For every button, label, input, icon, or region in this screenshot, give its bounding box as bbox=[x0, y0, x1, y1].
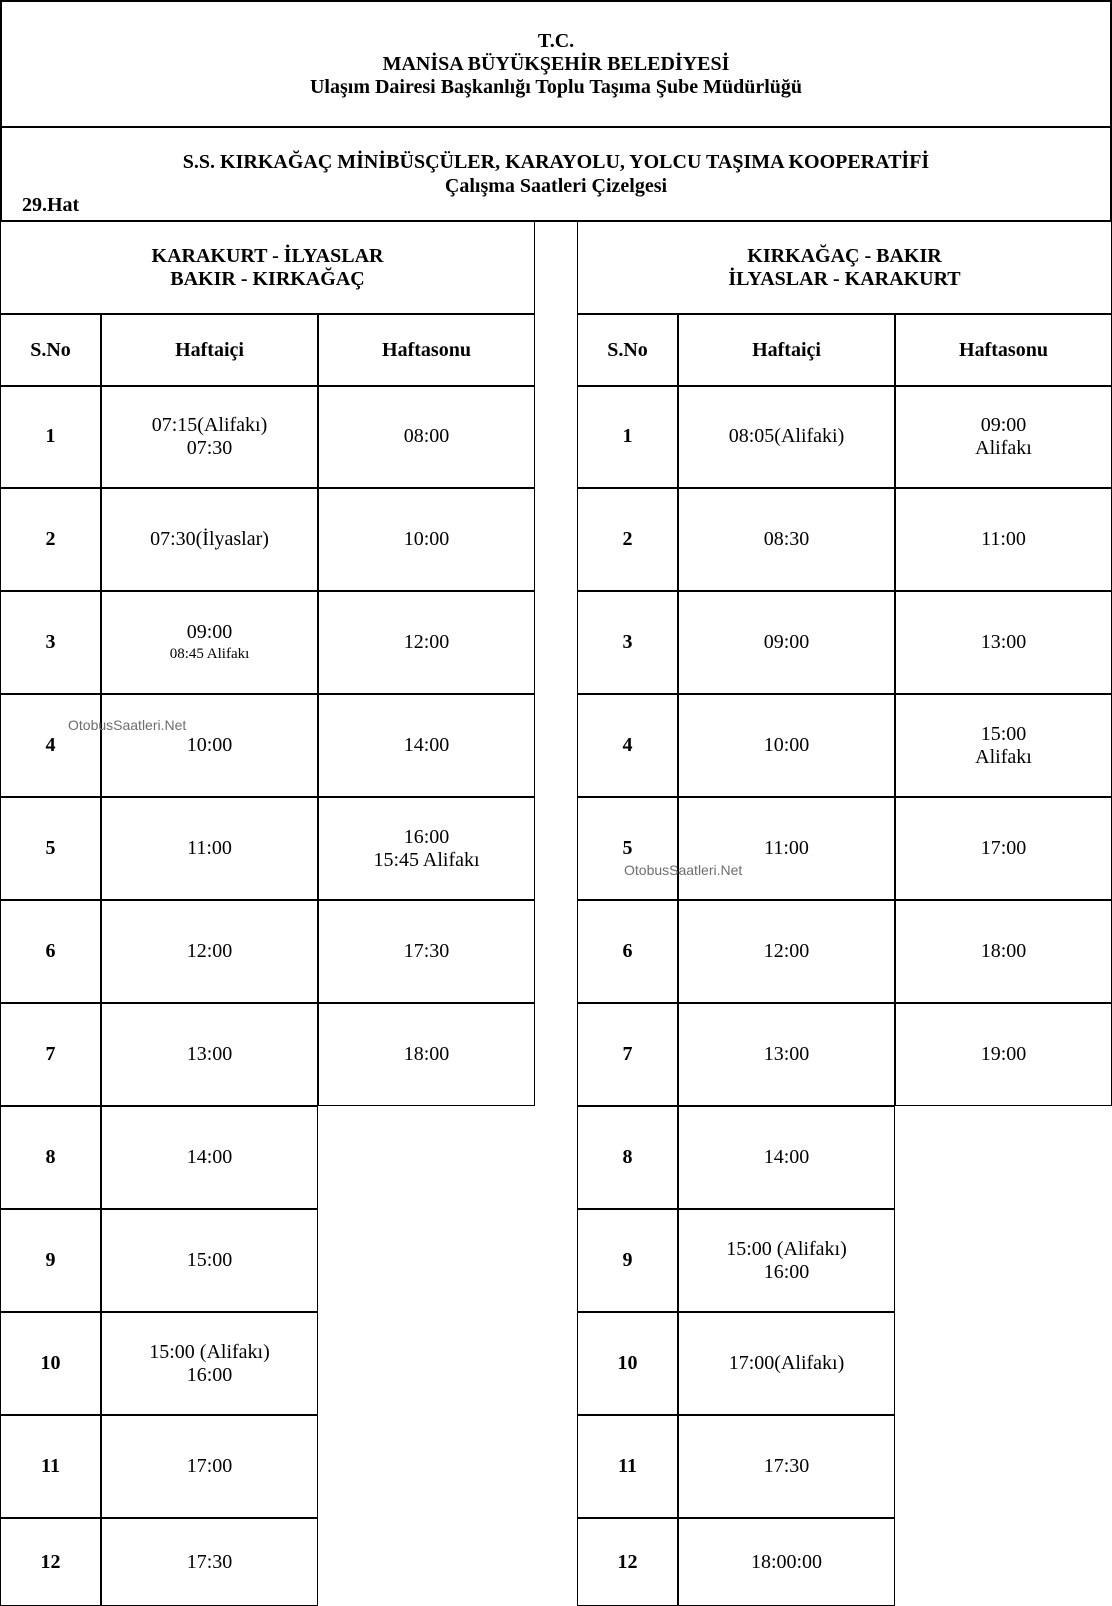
time-entry: 12:00 bbox=[763, 940, 810, 962]
time-entry: 09:00 bbox=[980, 413, 1027, 436]
time-entry: 10:00 bbox=[403, 528, 450, 550]
right-route-header bbox=[577, 220, 1112, 315]
weekday-time bbox=[101, 1415, 318, 1518]
weekday-time bbox=[678, 1209, 895, 1312]
row-number: 6 bbox=[0, 900, 101, 1003]
time-entry: 14:00 bbox=[186, 1146, 233, 1168]
weekend-time bbox=[895, 488, 1112, 591]
row-number: 7 bbox=[577, 1003, 678, 1106]
weekday-time bbox=[101, 1209, 318, 1312]
weekday-time bbox=[678, 694, 895, 797]
row-number: 8 bbox=[577, 1106, 678, 1209]
time-entry: 16:00 bbox=[403, 825, 450, 848]
time-entry: 15:45 Alifakı bbox=[373, 848, 480, 871]
cooperative-name: S.S. KIRKAĞAÇ MİNİBÜSÇÜLER, KARAYOLU, YOLCU TAŞIMA KOOPERATİFİ bbox=[182, 151, 930, 173]
header-line-tc: T.C. bbox=[537, 30, 575, 52]
left-route-header bbox=[0, 220, 535, 315]
weekday-time bbox=[678, 488, 895, 591]
time-entry: 15:00 (Alifakı) bbox=[149, 1340, 270, 1363]
weekend-time bbox=[318, 385, 535, 488]
weekend-time bbox=[318, 900, 535, 1003]
weekend-time bbox=[318, 1003, 535, 1106]
time-entry: 08:30 bbox=[763, 528, 810, 550]
route-name: BAKIR - KIRKAĞAÇ bbox=[170, 267, 365, 290]
time-entry: 14:00 bbox=[403, 734, 450, 756]
time-entry: 13:00 bbox=[186, 1043, 233, 1065]
time-entry: 18:00 bbox=[980, 940, 1027, 962]
weekend-time bbox=[895, 385, 1112, 488]
row-number: 10 bbox=[577, 1312, 678, 1415]
row-number: 4 bbox=[577, 694, 678, 797]
time-entry: 15:00 (Alifakı) bbox=[726, 1237, 847, 1260]
time-entry: 07:15(Alifakı) bbox=[151, 413, 268, 436]
time-entry: 18:00 bbox=[403, 1043, 450, 1065]
weekend-time bbox=[895, 694, 1112, 797]
weekday-time bbox=[101, 1106, 318, 1209]
weekday-time bbox=[101, 694, 318, 797]
header-line-department: Ulaşım Dairesi Başkanlığı Toplu Taşıma Şube Müdürlüğü bbox=[309, 76, 803, 98]
row-number: 9 bbox=[0, 1209, 101, 1312]
time-entry: 15:00 bbox=[980, 722, 1027, 745]
time-entry: 08:00 bbox=[403, 425, 450, 447]
time-entry: Alifakı bbox=[975, 745, 1032, 768]
row-number: 12 bbox=[577, 1518, 678, 1606]
time-entry: 16:00 bbox=[186, 1363, 233, 1386]
row-number: 10 bbox=[0, 1312, 101, 1415]
row-number: 2 bbox=[577, 488, 678, 591]
weekday-time bbox=[678, 1106, 895, 1209]
time-entry: 14:00 bbox=[763, 1146, 810, 1168]
column-header-weekend: Haftasonu bbox=[318, 313, 535, 387]
weekday-time bbox=[678, 1003, 895, 1106]
time-entry: 12:00 bbox=[186, 940, 233, 962]
weekend-time bbox=[895, 900, 1112, 1003]
row-number: 2 bbox=[0, 488, 101, 591]
weekday-time bbox=[101, 797, 318, 900]
time-entry: 11:00 bbox=[187, 837, 232, 859]
row-number: 7 bbox=[0, 1003, 101, 1106]
weekday-time bbox=[101, 1518, 318, 1606]
weekend-time bbox=[318, 694, 535, 797]
time-entry: 08:05(Alifaki) bbox=[728, 425, 845, 447]
row-number: 3 bbox=[577, 591, 678, 694]
time-entry: 19:00 bbox=[980, 1043, 1027, 1065]
time-entry: 17:30 bbox=[403, 940, 450, 962]
weekend-time bbox=[318, 797, 535, 900]
time-entry: 13:00 bbox=[980, 631, 1027, 653]
schedule-subtitle: Çalışma Saatleri Çizelgesi bbox=[444, 175, 668, 197]
watermark: OtobusSaatleri.Net bbox=[624, 862, 743, 878]
time-entry: 12:00 bbox=[403, 631, 450, 653]
weekday-time bbox=[101, 591, 318, 694]
weekday-time bbox=[101, 385, 318, 488]
time-entry: 07:30 bbox=[186, 436, 233, 459]
weekend-time bbox=[895, 1003, 1112, 1106]
row-number: 5 bbox=[577, 797, 678, 900]
row-number: 9 bbox=[577, 1209, 678, 1312]
weekday-time bbox=[101, 488, 318, 591]
header-box bbox=[0, 0, 1112, 128]
time-entry: 10:00 bbox=[186, 734, 233, 756]
row-number: 1 bbox=[0, 385, 101, 488]
route-name: KIRKAĞAÇ - BAKIR bbox=[747, 244, 942, 267]
header-line-municipality: MANİSA BÜYÜKŞEHİR BELEDİYESİ bbox=[382, 53, 730, 75]
row-number: 11 bbox=[0, 1415, 101, 1518]
time-entry: 09:00 bbox=[186, 621, 233, 643]
row-number: 4 bbox=[0, 694, 101, 797]
time-note: 08:45 Alifakı bbox=[169, 646, 250, 662]
time-entry: 15:00 bbox=[186, 1249, 233, 1271]
weekend-time bbox=[895, 797, 1112, 900]
time-entry: 09:00 bbox=[763, 631, 810, 653]
row-number: 3 bbox=[0, 591, 101, 694]
weekday-time bbox=[678, 797, 895, 900]
weekday-time bbox=[678, 1518, 895, 1606]
column-header-weekday: Haftaiçi bbox=[101, 313, 318, 387]
row-number: 12 bbox=[0, 1518, 101, 1606]
weekend-time bbox=[318, 591, 535, 694]
weekday-time bbox=[678, 1312, 895, 1415]
time-entry: 11:00 bbox=[981, 528, 1026, 550]
weekday-time bbox=[101, 1003, 318, 1106]
time-entry: 07:30(İlyaslar) bbox=[150, 528, 269, 550]
column-header-weekday: Haftaiçi bbox=[678, 313, 895, 387]
time-entry: Alifakı bbox=[975, 436, 1032, 459]
time-entry: 17:00(Alifakı) bbox=[728, 1352, 845, 1374]
weekday-time bbox=[678, 900, 895, 1003]
row-number: 11 bbox=[577, 1415, 678, 1518]
time-entry: 10:00 bbox=[763, 734, 810, 756]
weekday-time bbox=[678, 1415, 895, 1518]
weekday-time bbox=[101, 900, 318, 1003]
route-name: KARAKURT - İLYASLAR bbox=[151, 244, 384, 267]
route-name: İLYASLAR - KARAKURT bbox=[728, 267, 961, 290]
time-entry: 17:30 bbox=[186, 1550, 233, 1573]
row-number: 1 bbox=[577, 385, 678, 488]
weekday-time bbox=[678, 591, 895, 694]
column-header-sno: S.No bbox=[577, 313, 678, 387]
column-header-sno: S.No bbox=[0, 313, 101, 387]
time-entry: 16:00 bbox=[763, 1260, 810, 1283]
row-number: 6 bbox=[577, 900, 678, 1003]
weekend-time bbox=[895, 591, 1112, 694]
row-number: 5 bbox=[0, 797, 101, 900]
weekday-time bbox=[101, 1312, 318, 1415]
weekday-time bbox=[678, 385, 895, 488]
line-number: 29.Hat bbox=[22, 194, 80, 216]
time-entry: 11:00 bbox=[764, 837, 809, 859]
cooperative-box bbox=[0, 126, 1112, 222]
time-entry: 18:00:00 bbox=[750, 1550, 823, 1573]
time-entry: 13:00 bbox=[763, 1043, 810, 1065]
weekend-time bbox=[318, 488, 535, 591]
column-header-weekend: Haftasonu bbox=[895, 313, 1112, 387]
row-number: 8 bbox=[0, 1106, 101, 1209]
time-entry: 17:00 bbox=[186, 1455, 233, 1477]
time-entry: 17:30 bbox=[763, 1455, 810, 1477]
watermark: OtobusSaatleri.Net bbox=[68, 717, 187, 733]
time-entry: 17:00 bbox=[980, 837, 1027, 859]
